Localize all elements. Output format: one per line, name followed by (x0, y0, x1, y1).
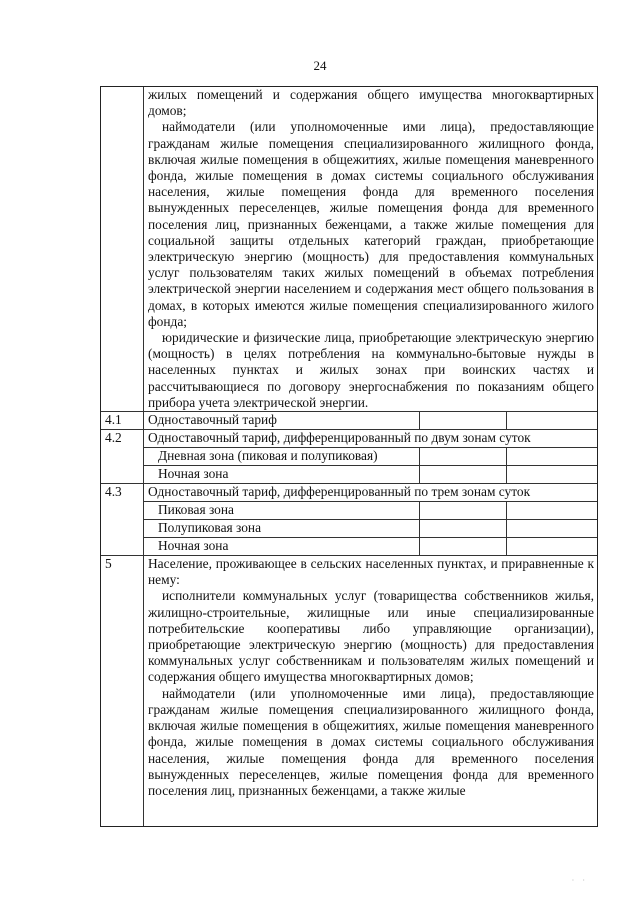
value-cell (507, 520, 597, 537)
tariff-table (100, 86, 598, 827)
paragraph: исполнители коммунальных услуг (товарищества собственников жилья, жилищно-строительные, жилищные или иные специализированные потребительские кооперативы либо управляющие организации), приобретающие электрическую энергию (мощность) для предоставления коммунальных услуг собственникам и пользователям жилых помещений и содержания общего имущества многоквартирных домов; (148, 588, 594, 685)
row-number: 5 (101, 556, 144, 826)
zone-label: Дневная зона (пиковая и полупиковая) (144, 448, 420, 465)
value-cell (420, 538, 507, 555)
table-row-4-3 (101, 483, 597, 555)
value-cell (507, 466, 597, 483)
value-cell (507, 538, 597, 555)
value-cell (420, 520, 507, 537)
scan-speckle: · · (571, 876, 588, 885)
zone-label: Пиковая зона (144, 502, 420, 519)
row-number: 4.2 (101, 430, 144, 483)
tariff-label: Одноставочный тариф (144, 412, 420, 429)
paragraph: юридические и физические лица, приобретающие электрическую энергию (мощность) в целях потребления на коммунально-бытовые нужды в населенных пунктах и жилых зонах при воинских частях и рассчитывающиеся по договору энергоснабжения по показаниям общего прибора учета электрической энергии. (148, 330, 594, 410)
value-cell (420, 466, 507, 483)
value-cell (420, 412, 507, 429)
value-cell (507, 412, 597, 429)
paragraph: Население, проживающее в сельских населенных пунктах, и приравненные к нему: (148, 556, 594, 588)
tariff-label: Одноставочный тариф, дифференцированный по двум зонам суток (148, 430, 531, 446)
table-row-5 (101, 555, 597, 826)
value-cell (420, 448, 507, 465)
zone-label: Ночная зона (144, 538, 420, 555)
zone-label: Полупиковая зона (144, 520, 420, 537)
row-number-cell (101, 87, 144, 411)
paragraph: наймодатели (или уполномоченные ими лица), предоставляющие гражданам жилые помещения специализированного жилищного фонда, включая жилые помещения в общежитиях, жилые помещения маневренного фонда, жилые помещения в домах системы социального обслуживания населения, жилые помещения фонда для временного поселения вынужденных переселенцев, жилые помещения фонда для временного поселения лиц, признанных беженцами, а также жилые помещения для социальной защиты отдельных категорий граждан, приобретающие электрическую энергию (мощность) для предоставления коммунальных услуг пользователям таких жилых помещений в объемах потребления электрической энергии населением и содержания мест общего пользования в домах, в которых имеются жилые помещения специализированного жилого фонда; (148, 119, 594, 329)
table-row-continuation (101, 87, 597, 411)
table-row-4-2 (101, 429, 597, 483)
row-number: 4.3 (101, 484, 144, 555)
tariff-label: Одноставочный тариф, дифференцированный по трем зонам суток (148, 484, 531, 500)
value-cell (507, 448, 597, 465)
page-number: 24 (313, 58, 327, 73)
row-number: 4.1 (101, 412, 144, 429)
zone-label: Ночная зона (144, 466, 420, 483)
value-cell (507, 502, 597, 519)
table-row-4-1 (101, 411, 597, 429)
row-text-cell (144, 87, 597, 411)
row-text-cell (144, 556, 597, 826)
paragraph: жилых помещений и содержания общего имущества многоквартирных домов; (148, 87, 594, 119)
value-cell (420, 502, 507, 519)
paragraph: наймодатели (или уполномоченные ими лица), предоставляющие гражданам жилые помещения специализированного жилищного фонда, включая жилые помещения в общежитиях, жилые помещения маневренного фонда, жилые помещения в домах системы социального обслуживания населения, жилые помещения фонда для временного поселения вынужденных переселенцев, жилые помещения фонда для временного поселения лиц, признанных беженцами, а также жилые (148, 685, 594, 798)
